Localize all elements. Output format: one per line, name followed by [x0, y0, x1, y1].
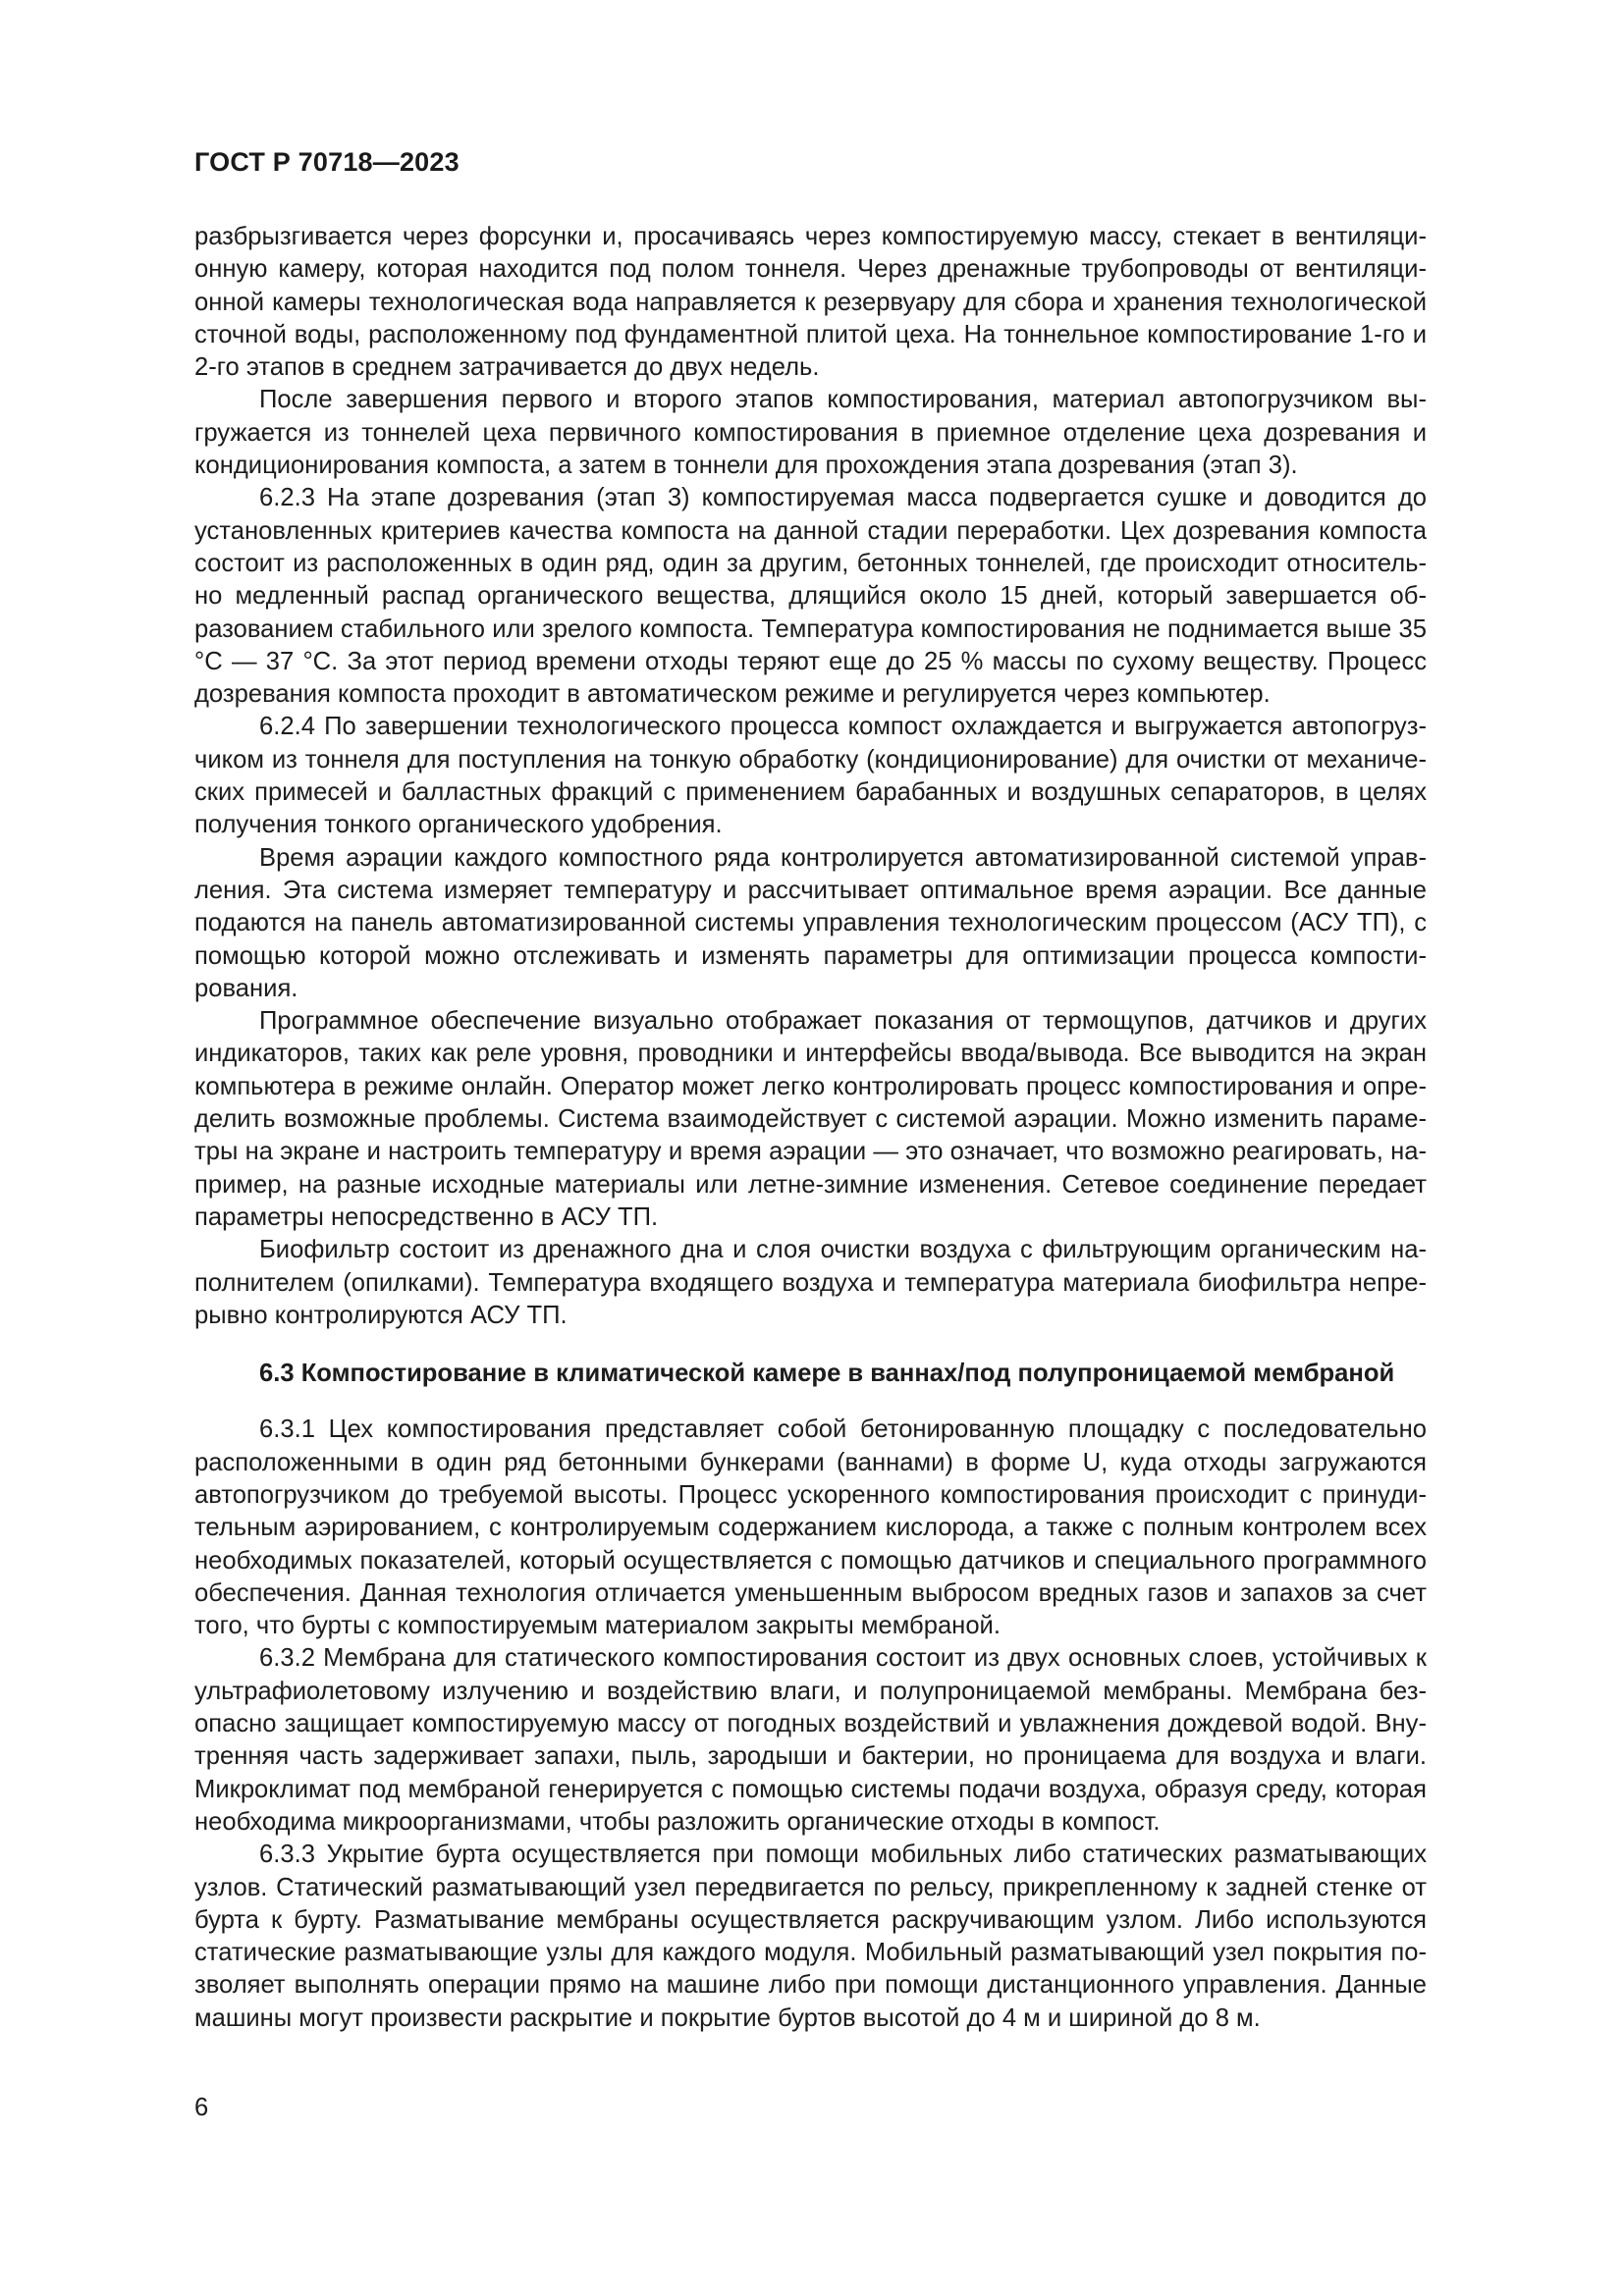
section-heading-6-3: 6.3 Компостирование в климатической камере в ваннах/под полупроницаемой мембраной: [259, 1360, 1395, 1388]
paragraph-biofilter: Биофильтр состоит из дренажного дна и слоя очистки воздуха с фильтрующим органическим наполнителем (опилками). Температура входящего воздуха и температура материала биофильтра непрерывно контролируются АСУ ТП.: [194, 1236, 1427, 1329]
paragraph-stage-completion: После завершения первого и второго этапов компостирования, материал автопогрузчиком выгружается из тоннелей цеха первичного компостирования в приемное отделение цеха дозревания и кондиционирования компоста, а затем в тоннели для прохождения этапа дозревания (этап 3).: [194, 386, 1427, 480]
paragraph-6-3-3: 6.3.3 Укрытие бурта осуществляется при помощи мобильных либо статических разматывающих узлов. Статический разматывающий узел передвигается по рельсу, прикрепленному к задней стенке от бурта к бурту. Разматывание мембраны осуществляется раскручивающим узлом. Либо используются статические разматывающие узлы для каждого модуля. Мобильный разматывающий узел покрытия позволяет выполнять операции прямо на машине либо при помощи дистанционного управления. Данные машины могут произвести раскрытие и покрытие буртов высотой до 4 м и шириной до 8 м.: [194, 1841, 1427, 2032]
paragraph-aeration-time: Время аэрации каждого компостного ряда контролируется автоматизированной системой управления. Эта система измеряет температуру и рассчитывает оптимальное время аэрации. Все данные подаются на панель автоматизированной системы управления технологическим процессом (АСУ ТП), с помощью которой можно отслеживать и изменять параметры для оптимизации процесса компостирования.: [194, 843, 1427, 1002]
body-text: [194, 221, 1427, 2035]
paragraph-6-3-2: 6.3.2 Мембрана для статического компостирования состоит из двух основных слоев, устойчивых к ультрафиолетовому излучению и воздействию влаги, и полупроницаемой мембраны. Мембрана безопасно защищает компостируемую массу от погодных воздействий и увлажнения дождевой водой. Внутренняя часть задерживает запахи, пыль, зародыши и бактерии, но проницаема для воздуха и влаги. Микроклимат под мембраной генерируется с помощью системы подачи воздуха, образуя среду, которая необходима микроорганизмами, чтобы разложить органические отходы в компост.: [194, 1644, 1427, 1836]
paragraph-software: Программное обеспечение визуально отображает показания от термощупов, датчиков и других индикаторов, таких как реле уровня, проводники и интерфейсы ввода/вывода. Все выводится на экран компьютера в режиме онлайн. Оператор может легко контролировать процесс компостирования и определить возможные проблемы. Система взаимодействует с системой аэрации. Можно изменить параметры на экране и настроить температуру и время аэрации — это означает, что возможно реагировать, например, на разные исходные материалы или летне-зимние изменения. Сетевое соединение передает параметры непосредственно в АСУ ТП.: [194, 1007, 1427, 1231]
paragraph-6-3-1: 6.3.1 Цех компостирования представляет собой бетонированную площадку с последовательно расположенными в один ряд бетонными бункерами (ваннами) в форме U, куда отходы загружаются автопогрузчиком до требуемой высоты. Процесс ускоренного компостирования происходит с принудительным аэрированием, с контролируемым содержанием кислорода, а также с полным контролем всех необходимых показателей, который осуществляется с помощью датчиков и специального программного обеспечения. Данная технология отличается уменьшенным выбросом вредных газов и запахов за счет того, что бурты с компостируемым материалом закрыты мембраной.: [194, 1415, 1427, 1640]
standard-header: ГОСТ Р 70718—2023: [194, 147, 460, 177]
paragraph-6-2-4: 6.2.4 По завершении технологического процесса компост охлаждается и выгружается автопогрузчиком из тоннеля для поступления на тонкую обработку (кондиционирование) для очистки от механических примесей и балластных фракций с применением барабанных и воздушных сепараторов, в целях получения тонкого органического удобрения.: [194, 713, 1427, 839]
paragraph-6-2-3: 6.2.3 На этапе дозревания (этап 3) компостируемая масса подвергается сушке и доводится до установленных критериев качества компоста на данной стадии переработки. Цех дозревания компоста состоит из расположенных в один ряд, один за другим, бетонных тоннелей, где происходит относительно медленный распад органического вещества, длящийся около 15 дней, который завершается образованием стабильного или зрелого компоста. Температура компостирования не поднимается выше 35 °С — 37 °С. За этот период времени отходы теряют еще до 25 % массы по сухому веществу. Процесс дозревания компоста проходит в автоматическом режиме и регулируется через компьютер.: [194, 484, 1427, 709]
page-number: 6: [194, 2094, 209, 2121]
paragraph-continued: разбрызгивается через форсунки и, просачиваясь через компостируемую массу, стекает в вентиляционную камеру, которая находится под полом тоннеля. Через дренажные трубопроводы от вентиляционной камеры технологическая вода направляется к резервуару для сбора и хранения технологической сточной воды, расположенному под фундаментной плитой цеха. На тоннельное компостирование 1-го и 2-го этапов в среднем затрачивается до двух недель.: [194, 223, 1427, 382]
